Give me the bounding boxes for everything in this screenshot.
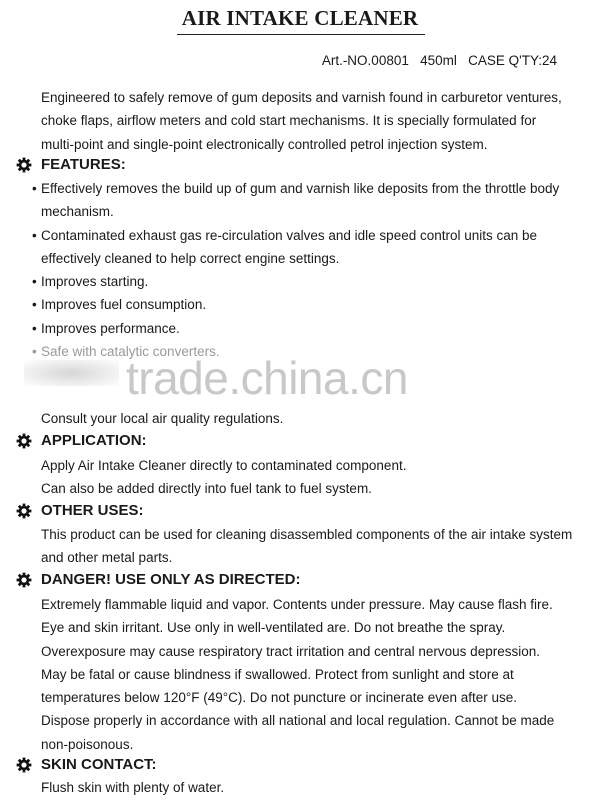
list-item <box>32 293 589 316</box>
watermark-text: trade.china.cn <box>126 352 408 404</box>
consult-text: Consult your local air quality regulations. <box>41 411 284 426</box>
danger-heading <box>16 569 300 591</box>
list-item <box>32 177 589 200</box>
list-item <box>32 270 589 293</box>
gear-bullet-icon <box>16 503 32 519</box>
danger-line: temperatures below 120°F (49°C). Do not puncture or incinerate even after use. <box>41 690 518 706</box>
gear-bullet-icon <box>16 433 32 449</box>
skin-contact-heading-label: SKIN CONTACT: <box>41 756 157 773</box>
application-text <box>41 454 589 501</box>
gear-bullet-icon <box>16 572 32 588</box>
danger-line: Extremely flammable liquid and vapor. Contents under pressure. May cause flash fire. <box>41 597 553 612</box>
danger-line: May be fatal or cause blindness if swallowed. Protect from sunlight and store at <box>41 666 514 682</box>
bullet-dot: • <box>32 297 37 313</box>
list-item-text: Safe with catalytic converters. <box>41 344 220 360</box>
danger-line: Overexposure may cause respiratory tract irritation and central nervous depression. <box>41 643 540 659</box>
intro-line: choke flaps, airflow meters and cold start mechanisms. It is specially formulated for <box>41 113 537 129</box>
danger-heading-label: DANGER! USE ONLY AS DIRECTED: <box>41 571 301 588</box>
other-uses-line: This product can be used for cleaning disassembled components of the air intake system <box>41 527 573 542</box>
skin-contact-heading <box>16 754 157 776</box>
list-item-text: Improves starting. <box>41 274 149 290</box>
consult-line <box>41 407 589 430</box>
list-item-text: effectively cleaned to help correct engine settings. <box>41 250 340 266</box>
application-heading <box>16 430 147 452</box>
bullet-dot: • <box>32 344 37 360</box>
danger-line: non-poisonous. <box>41 736 134 752</box>
other-uses-line: and other metal parts. <box>41 550 173 566</box>
application-line: Apply Air Intake Cleaner directly to contaminated component. <box>41 458 407 473</box>
other-uses-heading-label: OTHER USES: <box>41 502 144 519</box>
application-line: Can also be added directly into fuel tank to fuel system. <box>41 481 372 497</box>
intro-line: Engineered to safely remove of gum deposits and varnish found in carburetor ventures, <box>41 90 562 105</box>
intro-paragraph <box>41 86 589 156</box>
bullet-dot: • <box>32 227 37 243</box>
list-item-continuation <box>41 200 589 223</box>
gear-bullet-icon <box>16 157 32 173</box>
features-heading <box>16 154 126 176</box>
list-item-text: Improves fuel consumption. <box>41 297 207 313</box>
danger-line: Eye and skin irritant. Use only in well-ventilated are. Do not breathe the spray. <box>41 620 506 636</box>
skin-contact-text <box>41 776 589 799</box>
watermark-smudge <box>24 360 119 386</box>
danger-line: Dispose properly in accordance with all national and local regulation. Cannot be made <box>41 713 555 729</box>
list-item-continuation <box>41 247 589 270</box>
list-item <box>32 224 589 247</box>
features-list <box>32 177 589 363</box>
other-uses-text <box>41 523 589 570</box>
gear-bullet-icon <box>16 757 32 773</box>
bullet-dot: • <box>32 274 37 290</box>
article-number-line: Art.-NO.00801 450ml CASE Q'TY:24 <box>321 53 557 68</box>
application-heading-label: APPLICATION: <box>41 432 147 449</box>
list-item <box>32 317 589 340</box>
list-item-text: mechanism. <box>41 204 114 220</box>
other-uses-heading <box>16 500 144 522</box>
skin-contact-line: Flush skin with plenty of water. <box>41 780 225 795</box>
bullet-dot: • <box>32 181 37 196</box>
intro-line: multi-point and single-point electronically controlled petrol injection system. <box>41 136 488 152</box>
features-heading-label: FEATURES: <box>41 156 126 173</box>
list-item-text: Contaminated exhaust gas re-circulation valves and idle speed control units can be <box>41 227 538 243</box>
title-underline <box>177 34 425 35</box>
bullet-dot: • <box>32 320 37 336</box>
list-item-text: Improves performance. <box>41 320 180 336</box>
list-item-text: Effectively removes the build up of gum and varnish like deposits from the throttle body <box>41 181 560 196</box>
document-title: AIR INTAKE CLEANER <box>181 6 419 30</box>
danger-text <box>41 593 589 756</box>
